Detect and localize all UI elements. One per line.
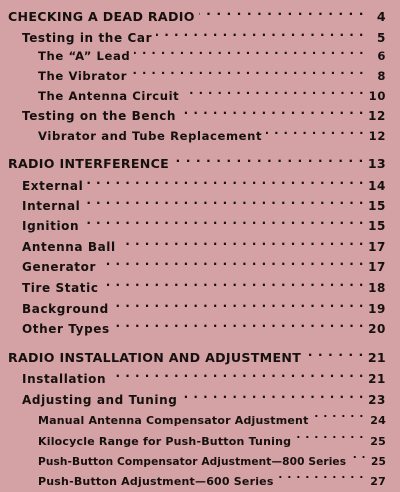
entry-page: 18 [368, 281, 386, 295]
leader-dots [180, 100, 364, 120]
leader-dots [181, 384, 364, 404]
entry-page: 21 [367, 350, 386, 365]
toc-entry-testing-on-the-bench [22, 100, 386, 123]
leader-dots [134, 40, 364, 60]
leader-dots [295, 425, 364, 445]
entry-title: Vibrator and Tube Replacement [38, 129, 263, 143]
toc-entry-the-antenna-circuit [38, 80, 386, 103]
leader-dots [278, 465, 364, 485]
toc-entry-internal [22, 190, 386, 213]
toc-entry-push-button-compensator-800-series [38, 445, 386, 468]
entry-page: 4 [376, 9, 386, 24]
entry-title: Kilocycle Range for Push-Button Tuning [38, 435, 292, 448]
leader-dots [183, 80, 364, 100]
leader-dots [305, 342, 364, 362]
entry-title: Push-Button Compensator Adjustment—800 Series [38, 456, 347, 468]
toc-entry-generator [22, 251, 386, 274]
entry-page: 25 [371, 456, 386, 468]
toc-entry-push-button-adjustment-600-series [38, 465, 386, 488]
entry-page: 15 [368, 199, 386, 213]
entry-title: Background [22, 302, 109, 316]
entry-page: 12 [368, 109, 386, 123]
entry-page: 23 [368, 393, 386, 407]
entry-title: Testing on the Bench [22, 109, 177, 123]
entry-page: 25 [370, 435, 386, 448]
entry-title: External [22, 179, 84, 193]
toc-entry-other-types [22, 313, 386, 336]
entry-page: 8 [377, 69, 386, 83]
leader-dots [103, 272, 364, 292]
toc-entry-radio-interference [8, 148, 386, 171]
toc-entry-manual-antenna-compensator-adjustment [38, 404, 386, 427]
entry-title: Internal [22, 199, 81, 213]
entry-title: Push-Button Adjustment—600 Series [38, 475, 274, 488]
toc-entry-background [22, 293, 386, 316]
leader-dots [199, 1, 364, 21]
entry-title: Antenna Ball [22, 240, 116, 254]
entry-page: 6 [377, 49, 386, 63]
entry-title: RADIO INTERFERENCE [8, 156, 170, 171]
entry-title: CHECKING A DEAD RADIO [8, 9, 195, 24]
entry-page: 15 [368, 219, 386, 233]
entry-title: Generator [22, 260, 96, 274]
entry-title: Adjusting and Tuning [22, 393, 178, 407]
toc-entry-installation [22, 363, 386, 386]
entry-page: 17 [368, 260, 386, 274]
leader-dots [266, 120, 364, 140]
leader-dots [120, 231, 364, 251]
leader-dots [348, 445, 366, 465]
entry-page: 24 [370, 414, 386, 427]
leader-dots [110, 363, 364, 383]
toc-entry-radio-installation-and-adjustment [8, 342, 386, 365]
entry-page: 21 [368, 372, 386, 386]
toc-entry-kilocycle-range-push-button-tuning [38, 425, 386, 448]
entry-title: Manual Antenna Compensator Adjustment [38, 414, 309, 427]
toc-entry-the-a-lead [38, 40, 386, 63]
leader-dots [131, 60, 364, 80]
entry-title: The Antenna Circuit [38, 89, 180, 103]
leader-dots [113, 293, 364, 313]
entry-page: 27 [370, 475, 386, 488]
entry-page: 12 [368, 129, 386, 143]
entry-title: The Vibrator [38, 69, 128, 83]
toc-entry-ignition [22, 210, 386, 233]
entry-page: 17 [368, 240, 386, 254]
leader-dots [313, 404, 364, 424]
entry-title: Tire Static [22, 281, 99, 295]
entry-page: 10 [368, 89, 386, 103]
leader-dots [87, 170, 364, 190]
toc-entry-adjusting-and-tuning [22, 384, 386, 407]
entry-page: 20 [368, 322, 386, 336]
leader-dots [156, 22, 364, 42]
entry-page: 13 [367, 156, 386, 171]
leader-dots [83, 210, 364, 230]
leader-dots [173, 148, 364, 168]
entry-page: 14 [368, 179, 386, 193]
toc-entry-vibrator-and-tube-replacement [38, 120, 386, 143]
leader-dots [84, 190, 364, 210]
entry-title: The “A” Lead [38, 49, 131, 63]
toc-entry-testing-in-the-car [22, 22, 386, 45]
toc-entry-the-vibrator [38, 60, 386, 83]
entry-title: RADIO INSTALLATION AND ADJUSTMENT [8, 350, 302, 365]
leader-dots [114, 313, 364, 333]
leader-dots [100, 251, 364, 271]
entry-title: Installation [22, 372, 107, 386]
entry-page: 19 [368, 302, 386, 316]
toc-entry-checking-a-dead-radio [8, 1, 386, 24]
entry-title: Other Types [22, 322, 110, 336]
entry-title: Ignition [22, 219, 80, 233]
entry-page: 5 [377, 31, 386, 45]
toc-entry-external [22, 170, 386, 193]
entry-title: Testing in the Car [22, 31, 153, 45]
toc-entry-antenna-ball [22, 231, 386, 254]
toc-entry-tire-static [22, 272, 386, 295]
